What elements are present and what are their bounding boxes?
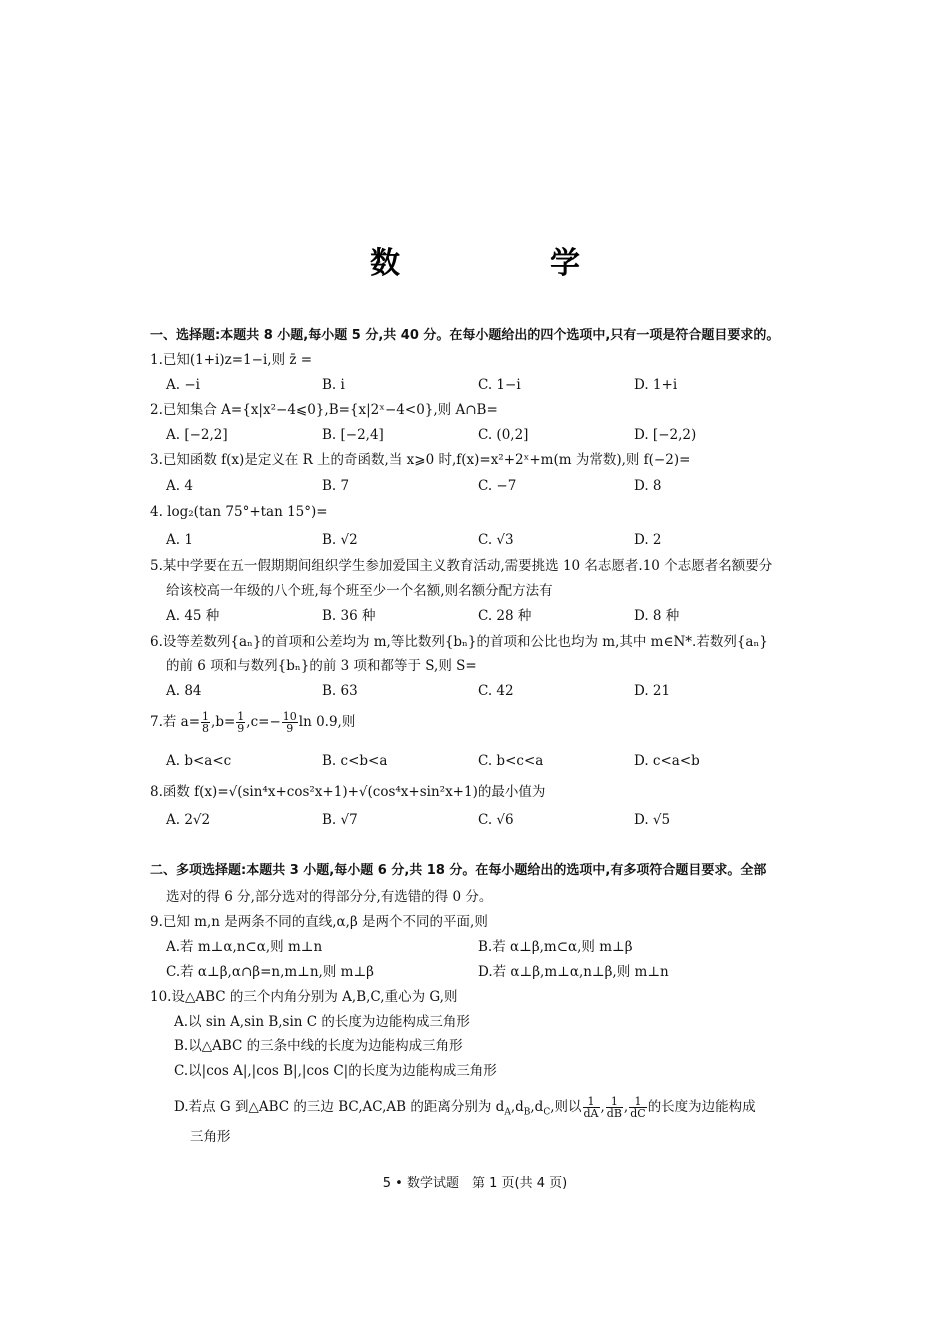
question-7-stem xyxy=(150,711,355,734)
q3-option-b: B. 7 xyxy=(322,478,350,494)
q5-option-a: A. 45 种 xyxy=(166,608,220,624)
q10-d-sub-c: C xyxy=(543,1107,551,1118)
q7-stem-post: ln 0.9,则 xyxy=(298,714,356,730)
q10-option-d: D.若点 G 到△ABC 的三边 BC,AC,AB 的距离分别为 $d_A,d_B,d_C$,则以 $\frac{1}{dA}$ , $\frac{1}{dB}$ , $\frac{1}{dC}$ 的长度为边能构成 xyxy=(174,1095,756,1120)
q10-d-mid2: ,d xyxy=(530,1099,544,1115)
q7-option-c: C. b<c<a xyxy=(478,753,544,769)
q9-option-a: A.若 m⊥α,n⊂α,则 m⊥n xyxy=(166,939,323,955)
q7-frac-a-num: 1 xyxy=(202,710,210,723)
q10-frac-c-den: dC xyxy=(630,1107,646,1120)
question-10-stem: 10.设△ABC 的三个内角分别为 A,B,C,重心为 G,则 xyxy=(150,989,458,1005)
question-8-stem: 8.函数 f(x)=√(sin⁴x+cos²x+1)+√(cos⁴x+sin²x+1)的最小值为 xyxy=(150,784,546,800)
q2-option-c: C. (0,2] xyxy=(478,427,529,443)
q10-d-sub-a: A xyxy=(504,1107,511,1118)
q2-option-b: B. [−2,4] xyxy=(322,427,384,443)
q7-stem-mid1: ,b= xyxy=(211,714,236,730)
q10-option-d-line2: 三角形 xyxy=(190,1129,231,1145)
q6-option-a: A. 84 xyxy=(166,683,202,699)
q10-fraction-a xyxy=(583,1096,600,1119)
question-5-stem: 5.某中学要在五一假期期间组织学生参加爱国主义教育活动,需要挑选 10 名志愿者.10 个志愿者名额要分 xyxy=(150,558,773,574)
question-6-stem: 6.设等差数列{aₙ}的首项和公差均为 m,等比数列{bₙ}的首项和公比也均为 m,其中 m∈N*.若数列{aₙ} xyxy=(150,634,768,650)
page-footer: 5 • 数学试题 第 1 页(共 4 页) xyxy=(382,1176,568,1191)
q10-d-sub-b: B xyxy=(523,1107,531,1118)
q7-option-b: B. c<b<a xyxy=(322,753,388,769)
q1-option-c: C. 1−i xyxy=(478,377,521,393)
question-9-stem: 9.已知 m,n 是两条不同的直线,α,β 是两个不同的平面,则 xyxy=(150,914,488,930)
q7-frac-c-den: 9 xyxy=(286,722,294,735)
q10-fraction-b xyxy=(606,1096,623,1119)
q6-option-b: B. 63 xyxy=(322,683,358,699)
q8-option-a: A. 2√2 xyxy=(166,812,211,828)
q1-option-a: A. −i xyxy=(166,377,200,393)
q3-option-c: C. −7 xyxy=(478,478,517,494)
q4-option-b: B. √2 xyxy=(322,532,358,548)
q10-option-a: A.以 sin A,sin B,sin C 的长度为边能构成三角形 xyxy=(174,1014,470,1030)
q5-option-d: D. 8 种 xyxy=(634,608,680,624)
question-3-stem: 3.已知函数 f(x)是定义在 R 上的奇函数,当 x⩾0 时,f(x)=x²+2ˣ+m(m 为常数),则 f(−2)= xyxy=(150,452,691,468)
q4-option-d: D. 2 xyxy=(634,532,662,548)
question-2-stem: 2.已知集合 A={x|x²−4⩽0},B={x|2ˣ−4<0},则 A∩B= xyxy=(150,402,498,418)
q10-fraction-c xyxy=(629,1096,646,1119)
q7-fraction-a xyxy=(201,711,210,734)
q8-option-b: B. √7 xyxy=(322,812,358,828)
section1-header: 一、选择题:本题共 8 小题,每小题 5 分,共 40 分。在每小题给出的四个选项中,只有一项是符合题目要求的。 xyxy=(150,328,780,343)
q6-option-c: C. 42 xyxy=(478,683,514,699)
q7-frac-b-den: 9 xyxy=(237,722,245,735)
q4-option-a: A. 1 xyxy=(166,532,193,548)
q10-d-mid3: ,则以 xyxy=(550,1099,582,1115)
q10-d-post: 的长度为边能构成 xyxy=(647,1099,756,1115)
q10-frac-b-den: dB xyxy=(606,1107,622,1120)
q9-option-c: C.若 α⊥β,α∩β=n,m⊥n,则 m⊥β xyxy=(166,964,374,980)
q9-option-d: D.若 α⊥β,m⊥α,n⊥β,则 m⊥n xyxy=(478,964,669,980)
page-title: 数 学 xyxy=(370,246,640,281)
q2-option-d: D. [−2,2) xyxy=(634,427,697,443)
question-1-stem: 1.已知(1+i)z=1−i,则 z̄ = xyxy=(150,352,313,368)
q10-d-pre: D.若点 G 到△ABC 的三边 BC,AC,AB 的距离分别为 d xyxy=(174,1099,505,1115)
section2-header: 二、多项选择题:本题共 3 小题,每小题 6 分,共 18 分。在每小题给出的选项中,有多项符合题目要求。全部 xyxy=(150,863,767,878)
q6-option-d: D. 21 xyxy=(634,683,671,699)
q5-option-c: C. 28 种 xyxy=(478,608,532,624)
q10-d-mid1: ,d xyxy=(510,1099,524,1115)
q10-option-c: C.以|cos A|,|cos B|,|cos C|的长度为边能构成三角形 xyxy=(174,1063,497,1079)
q10-frac-b-num: 1 xyxy=(606,1096,623,1108)
q2-option-a: A. [−2,2] xyxy=(166,427,228,443)
q5-option-b: B. 36 种 xyxy=(322,608,376,624)
question-4-stem: 4. log₂(tan 75°+tan 15°)= xyxy=(150,504,328,520)
question-5-stem-line2: 给该校高一年级的八个班,每个班至少一个名额,则名额分配方法有 xyxy=(166,583,553,599)
q10-frac-a-den: dA xyxy=(583,1107,599,1120)
q3-option-d: D. 8 xyxy=(634,478,662,494)
q7-frac-a-den: 8 xyxy=(202,722,210,735)
q8-option-d: D. √5 xyxy=(634,812,671,828)
q7-fraction-c xyxy=(282,711,298,734)
question-6-stem-line2: 的前 6 项和与数列{bₙ}的前 3 项和都等于 S,则 S= xyxy=(166,658,477,674)
q8-option-c: C. √6 xyxy=(478,812,514,828)
q7-frac-b-num: 1 xyxy=(237,710,245,723)
q7-frac-c-num: 10 xyxy=(282,710,297,723)
q1-option-b: B. i xyxy=(322,377,345,393)
q3-option-a: A. 4 xyxy=(166,478,193,494)
q10-frac-a-num: 1 xyxy=(583,1096,600,1108)
q7-stem-mid2: ,c=− xyxy=(246,714,281,730)
q7-option-a: A. b<a<c xyxy=(166,753,232,769)
q7-fraction-b xyxy=(236,711,245,734)
q9-option-b: B.若 α⊥β,m⊂α,则 m⊥β xyxy=(478,939,633,955)
q7-option-d: D. c<a<b xyxy=(634,753,700,769)
section2-header-line2: 选对的得 6 分,部分选对的得部分分,有选错的得 0 分。 xyxy=(166,889,493,905)
q10-frac-c-num: 1 xyxy=(629,1096,646,1108)
q1-option-d: D. 1+i xyxy=(634,377,678,393)
q4-option-c: C. √3 xyxy=(478,532,514,548)
q10-option-b: B.以△ABC 的三条中线的长度为边能构成三角形 xyxy=(174,1038,463,1054)
q7-stem-pre: 7.若 a= xyxy=(150,714,201,730)
